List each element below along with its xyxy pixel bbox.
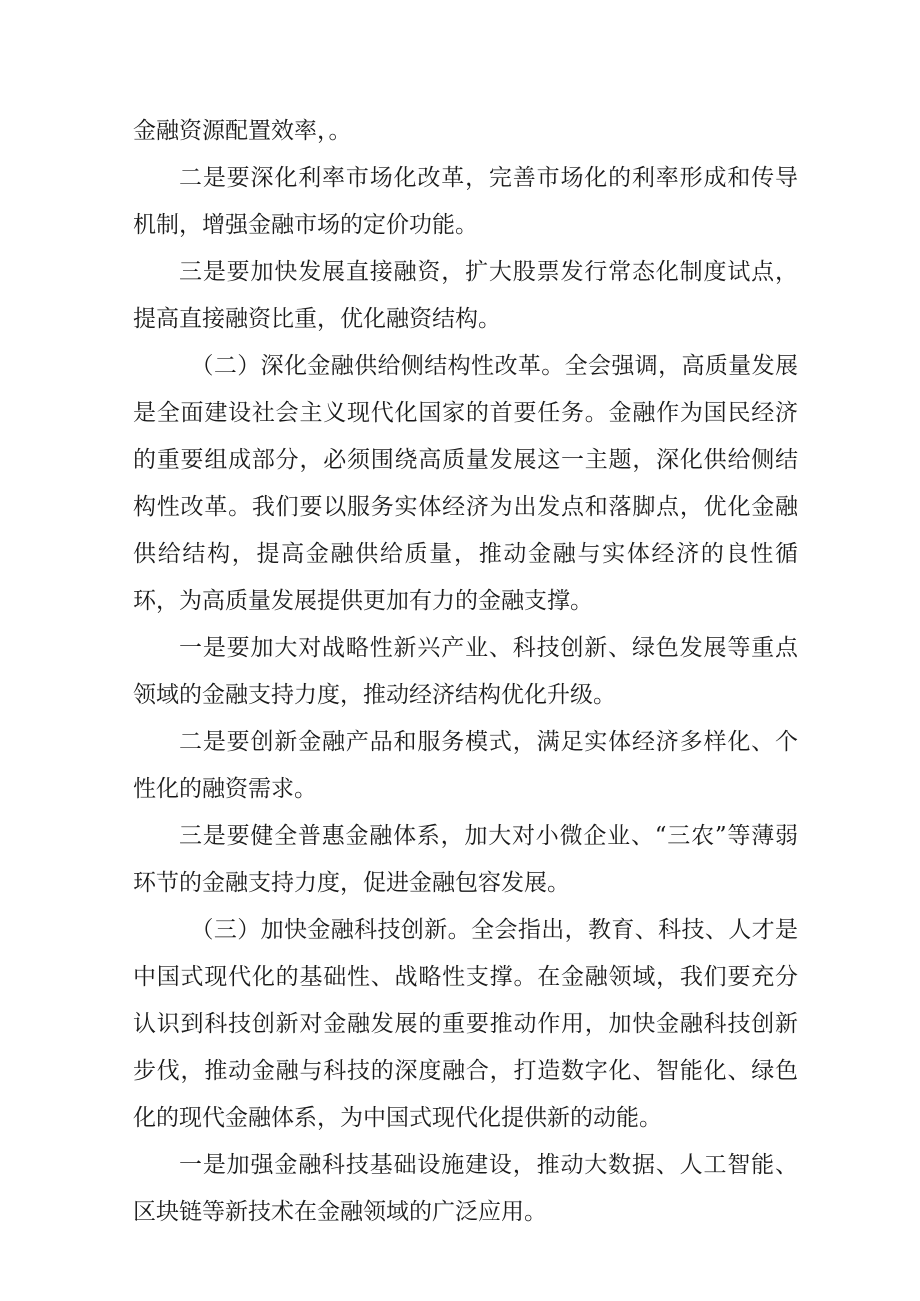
- paragraph-direct-financing: 三是要加快发展直接融资，扩大股票发行常态化制度试点，提高直接融资比重，优化融资结构。: [133, 259, 798, 332]
- paragraph-continuation: 金融资源配置效率，。: [133, 118, 352, 144]
- paragraph-interest-rate-reform: 二是要深化利率市场化改革，完善市场化的利率形成和传导机制，增强金融市场的定价功能。: [133, 165, 798, 238]
- paragraph-strategic-industries: 一是要加大对战略性新兴产业、科技创新、绿色发展等重点领域的金融支持力度，推动经济结构优化升级。: [133, 635, 798, 708]
- paragraph-inclusive-finance: 三是要健全普惠金融体系，加大对小微企业、“三农”等薄弱环节的金融支持力度，促进金融包容发展。: [133, 823, 798, 896]
- section-heading-fintech-innovation: （三）加快金融科技创新。全会指出，教育、科技、人才是中国式现代化的基础性、战略性支撑。在金融领域，我们要充分认识到科技创新对金融发展的重要推动作用，加快金融科技创新步伐，推动金融与科技的深度融合，打造数字化、智能化、绿色化的现代金融体系，为中国式现代化提供新的动能。: [133, 917, 798, 1131]
- section-heading-supply-side-reform: （二）深化金融供给侧结构性改革。全会强调，高质量发展是全面建设社会主义现代化国家的首要任务。金融作为国民经济的重要组成部分，必须围绕高质量发展这一主题，深化供给侧结构性改革。我们要以服务实体经济为出发点和落脚点，优化金融供给结构，提高金融供给质量，推动金融与实体经济的良性循环，为高质量发展提供更加有力的金融支撑。: [133, 353, 798, 614]
- paragraph-fintech-infrastructure: 一是加强金融科技基础设施建设，推动大数据、人工智能、区块链等新技术在金融领域的广泛应用。: [133, 1152, 798, 1225]
- document-body: [133, 108, 798, 1236]
- paragraph-financial-products: 二是要创新金融产品和服务模式，满足实体经济多样化、个性化的融资需求。: [133, 729, 798, 802]
